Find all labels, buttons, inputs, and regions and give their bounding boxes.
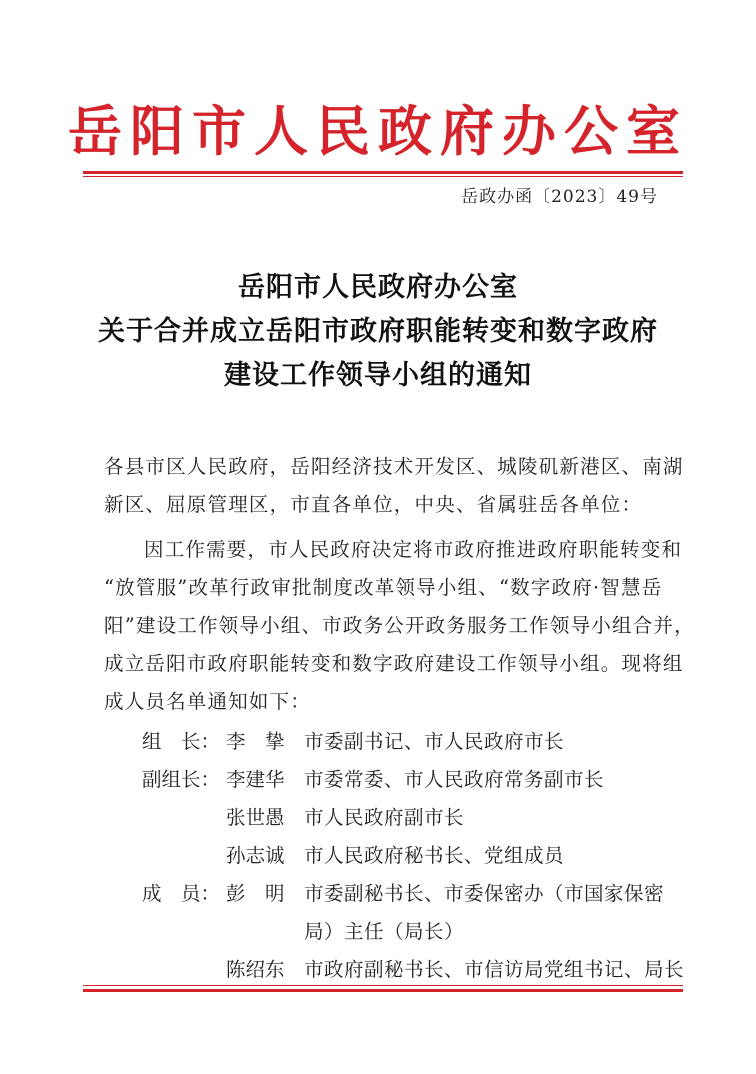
- addressee-line: 各县市区人民政府，岳阳经济技术开发区、城陵矶新港区、南湖: [104, 455, 684, 478]
- member-list: [104, 723, 684, 989]
- document-title-line-2: 关于合并成立岳阳市政府职能转变和数字政府: [98, 316, 658, 347]
- member-role: 成 员：: [142, 882, 221, 905]
- member-duty: 局）主任（局长）: [304, 920, 465, 943]
- header-red-rule-thick: [83, 171, 683, 174]
- paragraph-line: 因工作需要，市人民政府决定将市政府推进政府职能转变和: [144, 538, 683, 561]
- member-duty: 市委副书记、市人民政府市长: [304, 730, 565, 753]
- member-row: [104, 723, 684, 761]
- addressee-block: [104, 448, 684, 524]
- document-title-line-1: 岳阳市人民政府办公室: [238, 272, 518, 303]
- member-duty: 市人民政府副市长: [304, 806, 465, 829]
- notice-paragraph: [104, 531, 695, 721]
- footer-red-rule-thick: [83, 989, 683, 992]
- member-name: 李 挚: [226, 730, 285, 753]
- paragraph-line: 成立岳阳市政府职能转变和数字政府建设工作领导小组。现将组: [104, 652, 684, 675]
- member-name: 张世愚: [226, 806, 285, 829]
- document-title-line-3: 建设工作领导小组的通知: [224, 360, 532, 391]
- addressee-line: 新区、屈原管理区，市直各单位，中央、省属驻岳各单位：: [104, 493, 643, 516]
- member-duty: 市人民政府秘书长、党组成员: [304, 844, 565, 867]
- member-row-continuation: [104, 913, 684, 951]
- document-title: [0, 266, 756, 398]
- member-duty: 市委副秘书长、市委保密办（市国家保密: [304, 882, 665, 905]
- member-row: [104, 951, 684, 989]
- paragraph-line: 成人员名单通知如下：: [104, 690, 312, 713]
- member-role: 组 长：: [142, 730, 221, 753]
- member-role: 副组长：: [142, 768, 221, 791]
- paragraph-line: 阳”建设工作领导小组、市政务公开政务服务工作领导小组合并，: [104, 614, 695, 637]
- issuing-authority-header: 岳阳市人民政府办公室: [68, 99, 688, 163]
- member-row: [104, 875, 684, 913]
- document-number: 岳政办函〔2023〕49号: [461, 187, 658, 207]
- footer-red-rule-thin: [83, 985, 683, 986]
- member-row: [104, 799, 684, 837]
- member-name: 孙志诚: [226, 844, 285, 867]
- member-duty: 市政府副秘书长、市信访局党组书记、局长: [304, 958, 685, 981]
- member-row: [104, 761, 684, 799]
- paragraph-line: “放管服”改革行政审批制度改革领导小组、“数字政府·智慧岳: [104, 576, 663, 599]
- member-row: [104, 837, 684, 875]
- header-red-rule-thin: [83, 176, 683, 177]
- member-name: 陈绍东: [226, 958, 285, 981]
- member-name: 彭 明: [226, 882, 285, 905]
- member-name: 李建华: [226, 768, 285, 791]
- member-duty: 市委常委、市人民政府常务副市长: [304, 768, 605, 791]
